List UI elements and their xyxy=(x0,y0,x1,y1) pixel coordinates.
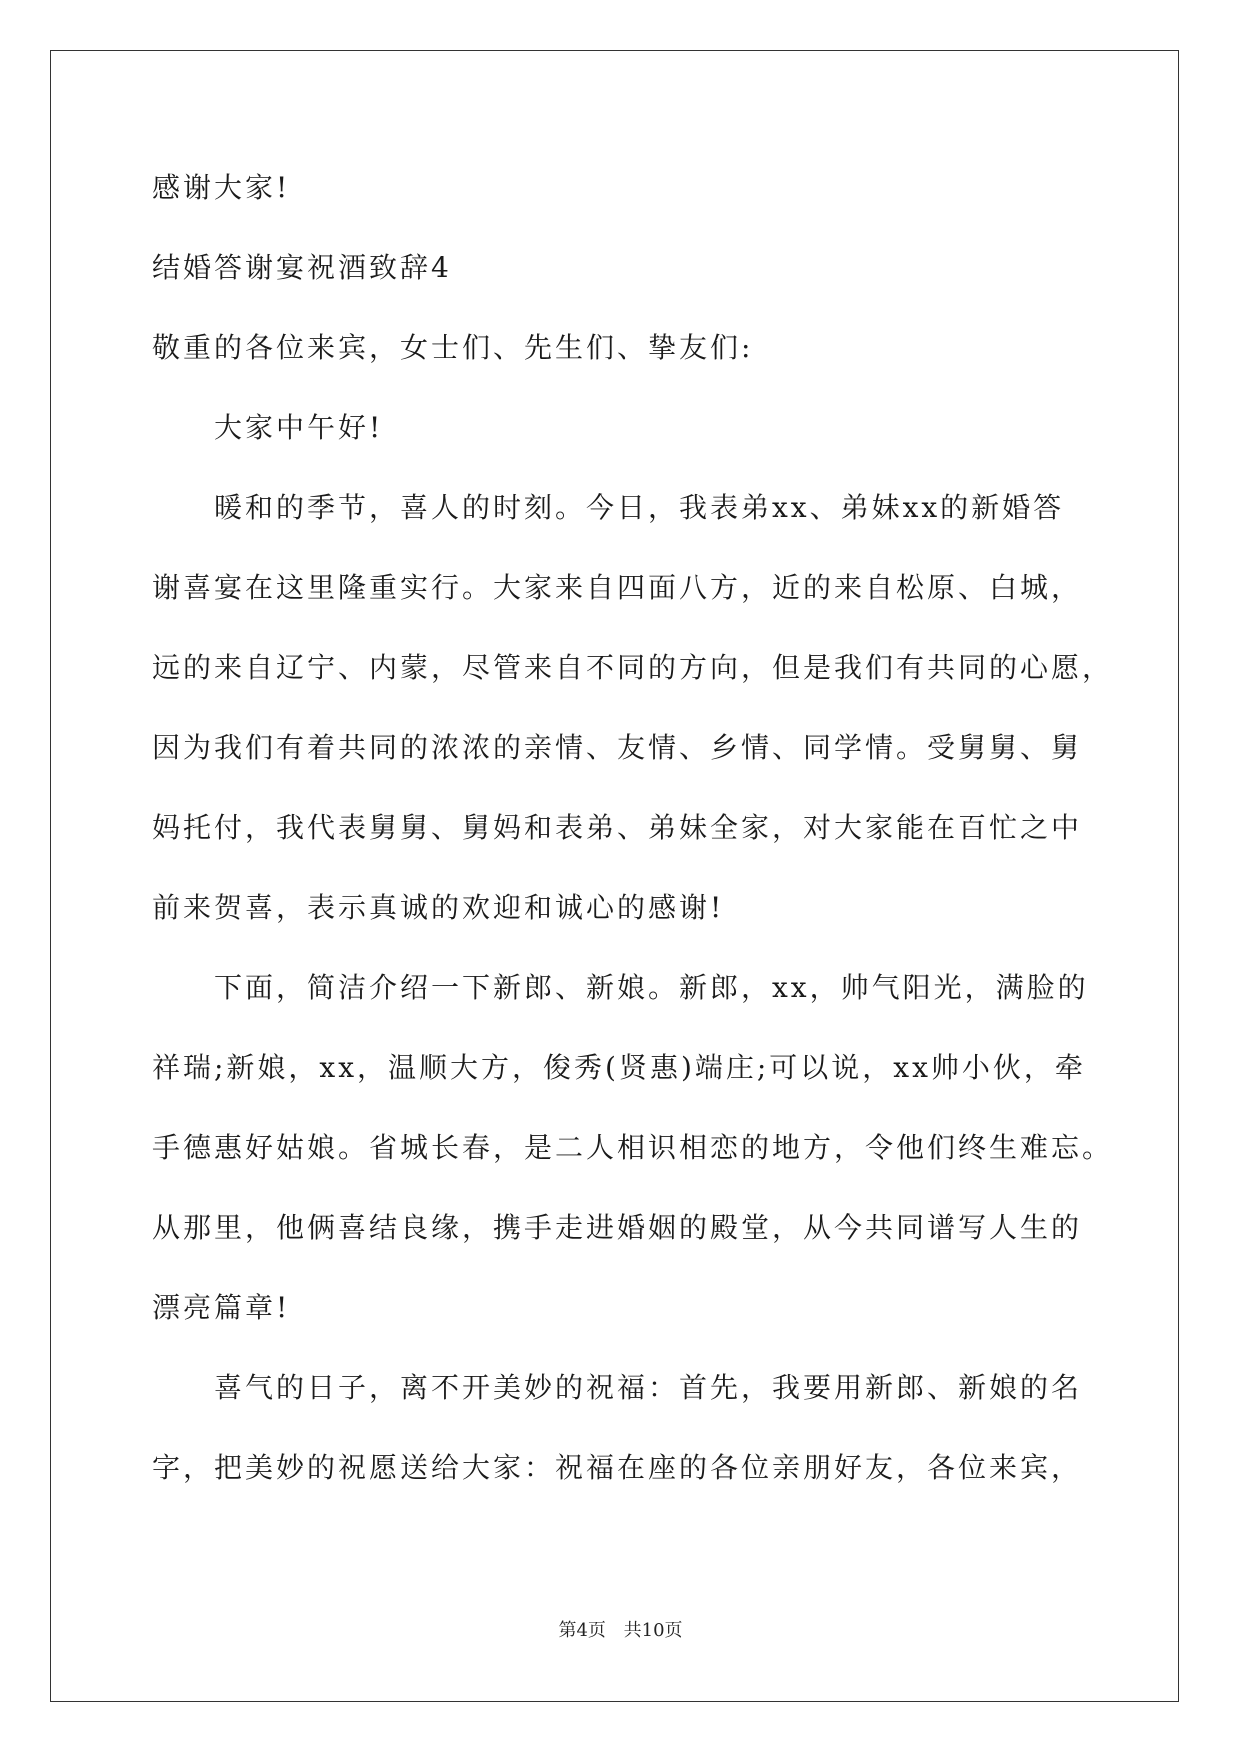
paragraph-line: 祥瑞;新娘，xx，温顺大方，俊秀(贤惠)端庄;可以说，xx帅小伙，牵 xyxy=(152,1051,1086,1084)
paragraph-line: 远的来自辽宁、内蒙，尽管来自不同的方向，但是我们有共同的心愿， xyxy=(152,651,1114,684)
page-number: 第4页 xyxy=(558,1620,606,1641)
text-line: 感谢大家! xyxy=(152,171,291,204)
paragraph-line: 手德惠好姑娘。省城长春，是二人相识相恋的地方，令他们终生难忘。 xyxy=(152,1131,1114,1164)
paragraph-line: 下面，简洁介绍一下新郎、新娘。新郎，xx，帅气阳光，满脸的 xyxy=(214,971,1089,1004)
paragraph-line: 暖和的季节，喜人的时刻。今日，我表弟xx、弟妹xx的新婚答 xyxy=(214,491,1065,524)
paragraph-line: 谢喜宴在这里隆重实行。大家来自四面八方，近的来自松原、白城， xyxy=(152,571,1083,604)
page-total: 共10页 xyxy=(623,1620,683,1641)
section-title: 结婚答谢宴祝酒致辞4 xyxy=(152,251,452,284)
greeting: 大家中午好! xyxy=(214,411,384,444)
page-footer xyxy=(0,1616,1241,1642)
paragraph-line: 从那里，他俩喜结良缘，携手走进婚姻的殿堂，从今共同谱写人生的 xyxy=(152,1211,1083,1244)
paragraph-line: 因为我们有着共同的浓浓的亲情、友情、乡情、同学情。受舅舅、舅 xyxy=(152,731,1083,764)
salutation: 敬重的各位来宾，女士们、先生们、挚友们: xyxy=(152,331,754,364)
paragraph-line: 妈托付，我代表舅舅、舅妈和表弟、弟妹全家，对大家能在百忙之中 xyxy=(152,811,1083,844)
paragraph-line: 喜气的日子，离不开美妙的祝福：首先，我要用新郎、新娘的名 xyxy=(214,1371,1083,1404)
paragraph-line: 漂亮篇章! xyxy=(152,1291,291,1324)
document-body xyxy=(152,148,1112,1508)
paragraph-line: 字，把美妙的祝愿送给大家：祝福在座的各位亲朋好友，各位来宾， xyxy=(152,1451,1083,1484)
paragraph-line: 前来贺喜，表示真诚的欢迎和诚心的感谢! xyxy=(152,891,725,924)
